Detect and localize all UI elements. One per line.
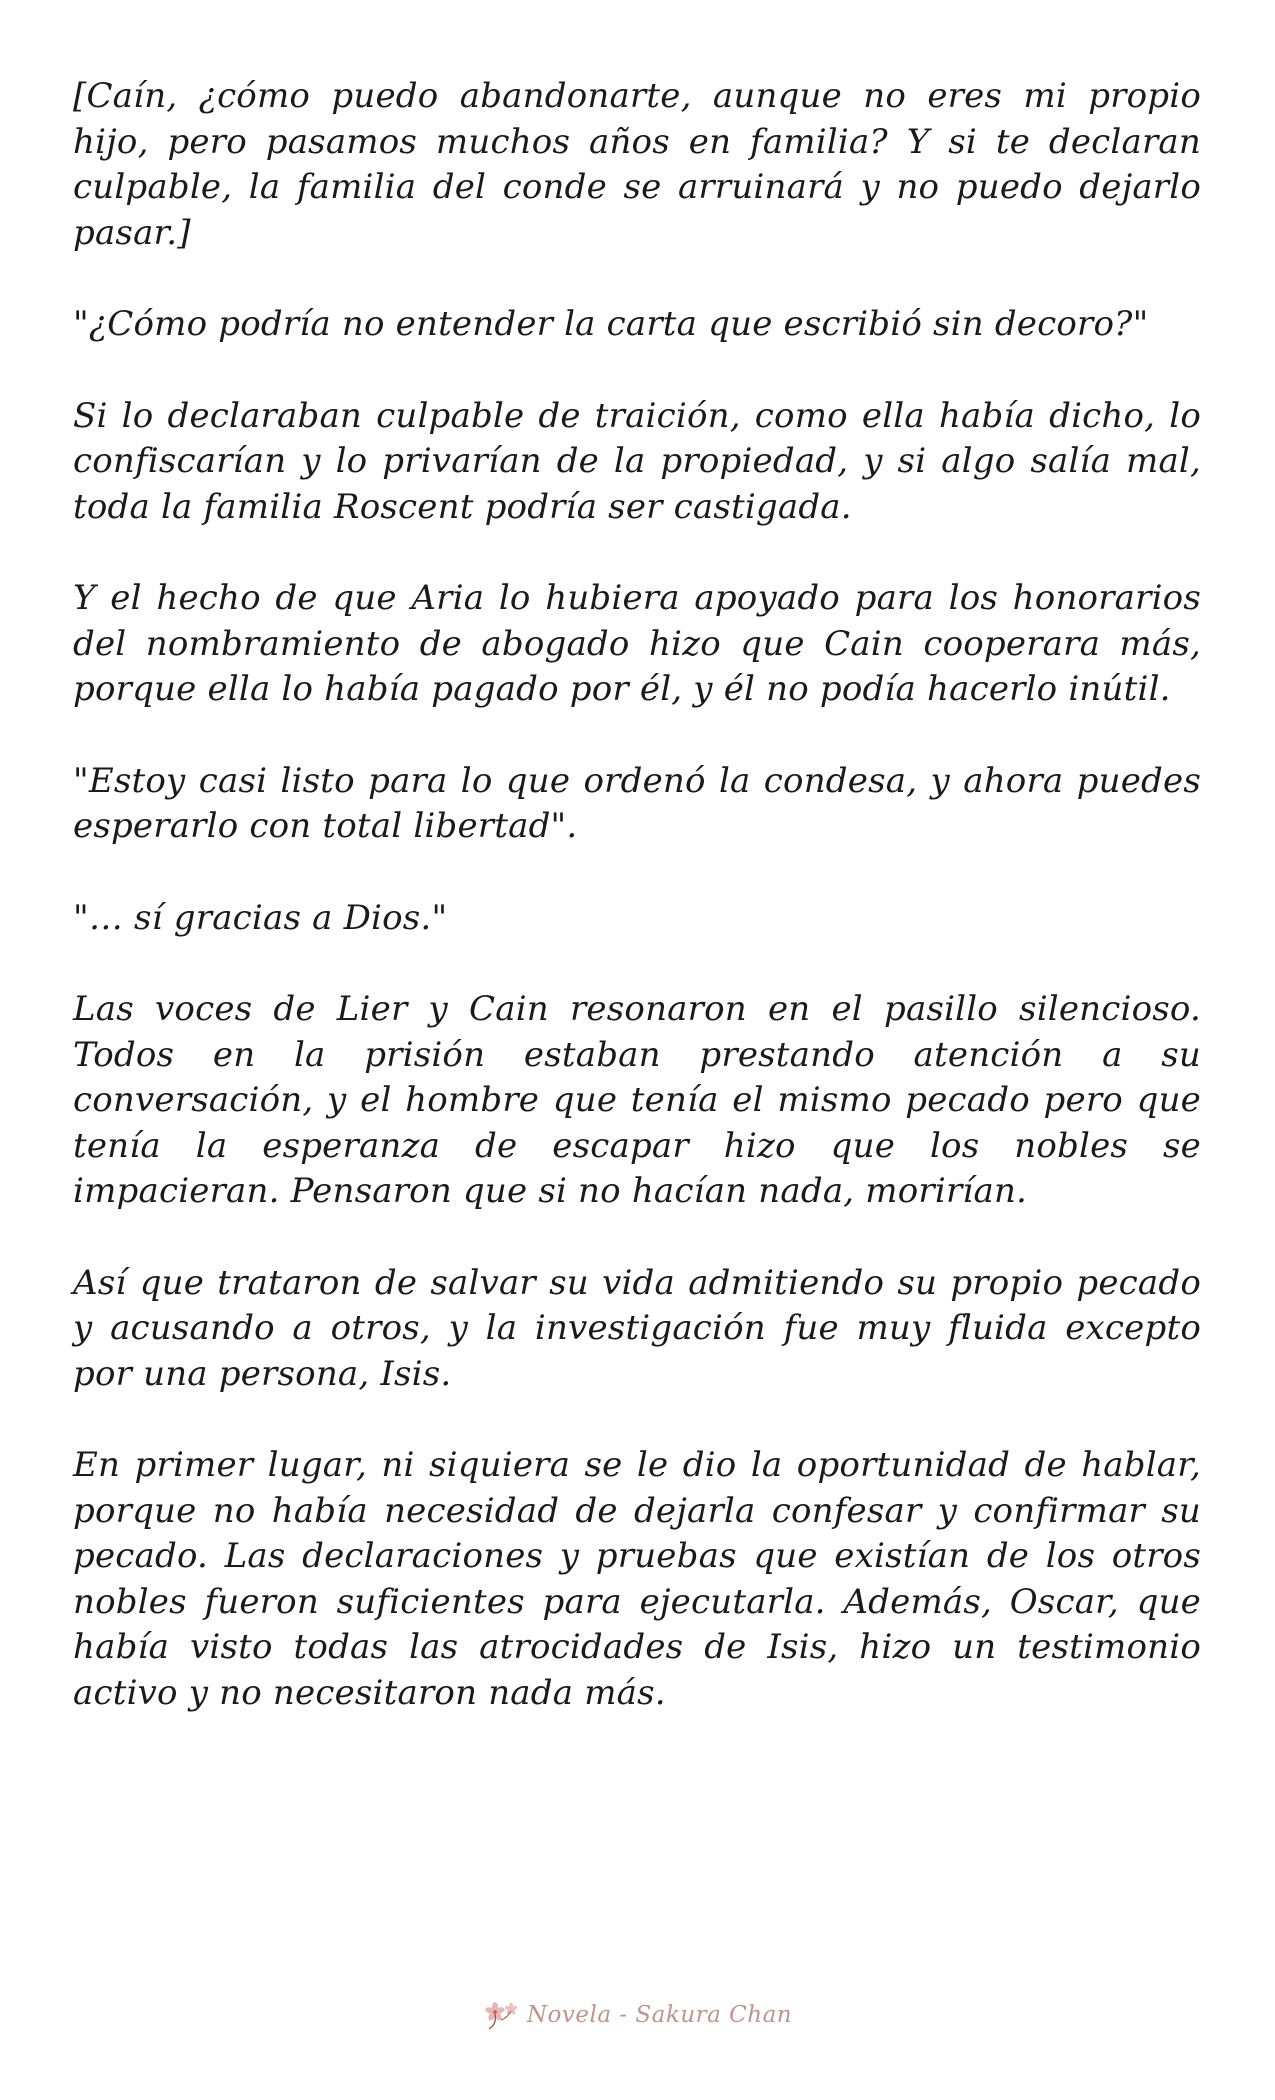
paragraph-3: Si lo declaraban culpable de traición, como ella había dicho, lo confiscarían y lo privarían de la propiedad, y si algo salía mal, toda la familia Roscent podría ser castigada. (73, 395, 1201, 527)
footer-text: Novela - Sakura Chan (526, 2002, 793, 2028)
document-body (73, 74, 1201, 1762)
paragraph-1: [Caín, ¿cómo puedo abandonarte, aunque no eres mi propio hijo, pero pasamos muchos años en familia? Y si te declaran culpable, la familia del conde se arruinará y no puedo dejarlo pasar.] (73, 76, 1201, 253)
paragraph-8: Así que trataron de salvar su vida admitiendo su propio pecado y acusando a otros, y la investigación fue muy fluida excepto por una persona, Isis. (73, 1262, 1201, 1394)
paragraph-7: Las voces de Lier y Cain resonaron en el pasillo silencioso. Todos en la prisión estaban prestando atención a su conversación, y el hombre que tenía el mismo pecado pero que tenía la esperanza de escapar hizo que los nobles se impacieran. Pensaron que si no hacían nada, morirían. (73, 989, 1201, 1211)
paragraph-2: "¿Cómo podría no entender la carta que escribió sin decoro?" (73, 304, 1149, 344)
paragraph-4: Y el hecho de que Aria lo hubiera apoyado para los honorarios del nombramiento de abogado hizo que Cain cooperara más, porque ella lo había pagado por él, y él no podía hacerlo inútil. (73, 578, 1201, 709)
paragraph-6: "… sí gracias a Dios." (73, 897, 448, 938)
paragraph-5: "Estoy casi listo para lo que ordenó la condesa, y ahora puedes esperarlo con total libertad". (73, 760, 1201, 846)
sakura-blossom-icon (483, 1998, 521, 2032)
footer-watermark (0, 1995, 1275, 2035)
paragraph-9: En primer lugar, ni siquiera se le dio la oportunidad de hablar, porque no había necesidad de dejarla confesar y confirmar su pecado. Las declaraciones y pruebas que existían de los otros nobles fueron suficientes para ejecutarla. Además, Oscar, que había visto todas las atrocidades de Isis, hizo un testimonio activo y no necesitaron nada más. (73, 1445, 1201, 1713)
